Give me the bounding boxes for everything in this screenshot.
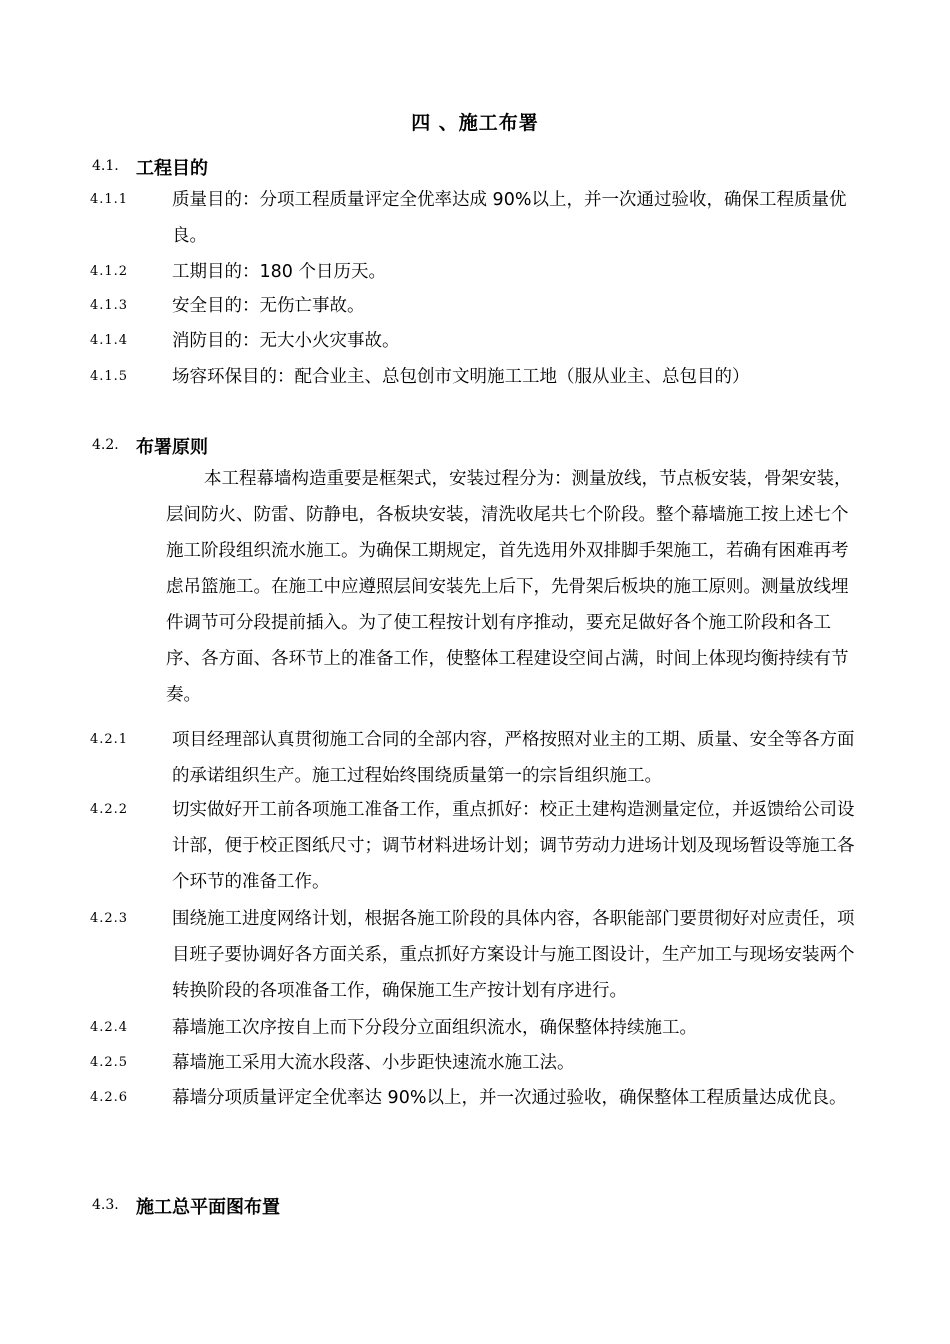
item-number: 4.2.1	[90, 732, 129, 747]
item-number: 4.2.4	[90, 1020, 129, 1035]
item-number: 4.1.1	[90, 192, 129, 207]
section-number: 4.2.	[92, 437, 119, 453]
item-number: 4.2.5	[90, 1055, 129, 1070]
item-text: 幕墙施工采用大流水段落、小步距快速流水施工法。	[172, 1053, 575, 1073]
item-number: 4.1.3	[90, 298, 129, 313]
item-text: 安全目的：无伤亡事故。	[172, 296, 365, 316]
item-number: 4.2.2	[90, 802, 129, 817]
item-text: 幕墙分项质量评定全优率达 90%以上，并一次通过验收，确保整体工程质量达成优良。	[172, 1088, 847, 1108]
item-text: 幕墙施工次序按自上而下分段分立面组织流水，确保整体持续施工。	[172, 1018, 697, 1038]
item-text: 项目经理部认真贯彻施工合同的全部内容，严格按照对业主的工期、质量、安全等各方面的承诺组织生产。施工过程始终围绕质量第一的宗旨组织施工。	[172, 730, 855, 786]
section-title: 布署原则	[136, 437, 208, 458]
item-number: 4.1.4	[90, 333, 129, 348]
item-number: 4.1.5	[90, 369, 129, 384]
page-title: 四 、施工布署	[411, 112, 539, 134]
section-number: 4.1.	[92, 158, 119, 174]
section-number: 4.3.	[92, 1197, 119, 1213]
item-number: 4.1.2	[90, 264, 129, 279]
section-paragraph: 本工程幕墙构造重要是框架式，安装过程分为：测量放线，节点板安装，骨架安装，层间防火、防雷、防静电，各板块安装，清洗收尾共七个阶段。整个幕墙施工按上述七个施工阶段组织流水施工。为确保工期规定，首先选用外双排脚手架施工，若确有困难再考虑吊篮施工。在施工中应遵照层间安装先上后下，先骨架后板块的施工原则。测量放线埋件调节可分段提前插入。为了使工程按计划有序推动，要充足做好各个施工阶段和各工序、各方面、各环节上的准备工作，使整体工程建设空间占满，时间上体现均衡持续有节奏。	[166, 469, 852, 705]
item-text: 场容环保目的：配合业主、总包创市文明施工工地（服从业主、总包目的）	[172, 367, 750, 387]
section-title: 施工总平面图布置	[136, 1197, 280, 1218]
item-text: 切实做好开工前各项施工准备工作，重点抓好：校正土建构造测量定位，并返馈给公司设计部，便于校正图纸尺寸；调节材料进场计划；调节劳动力进场计划及现场暂设等施工各个环节的准备工作。	[172, 800, 855, 892]
item-text: 工期目的：180 个日历天。	[172, 262, 386, 282]
item-text: 消防目的：无大小火灾事故。	[172, 331, 400, 351]
item-text: 围绕施工进度网络计划，根据各施工阶段的具体内容，各职能部门要贯彻好对应责任，项目班子要协调好各方面关系，重点抓好方案设计与施工图设计，生产加工与现场安装两个转换阶段的各项准备工作，确保施工生产按计划有序进行。	[172, 909, 855, 1001]
item-number: 4.2.6	[90, 1090, 129, 1105]
section-title: 工程目的	[136, 158, 208, 179]
item-text: 质量目的：分项工程质量评定全优率达成 90%以上，并一次通过验收，确保工程质量优良。	[172, 190, 847, 246]
item-number: 4.2.3	[90, 911, 129, 926]
